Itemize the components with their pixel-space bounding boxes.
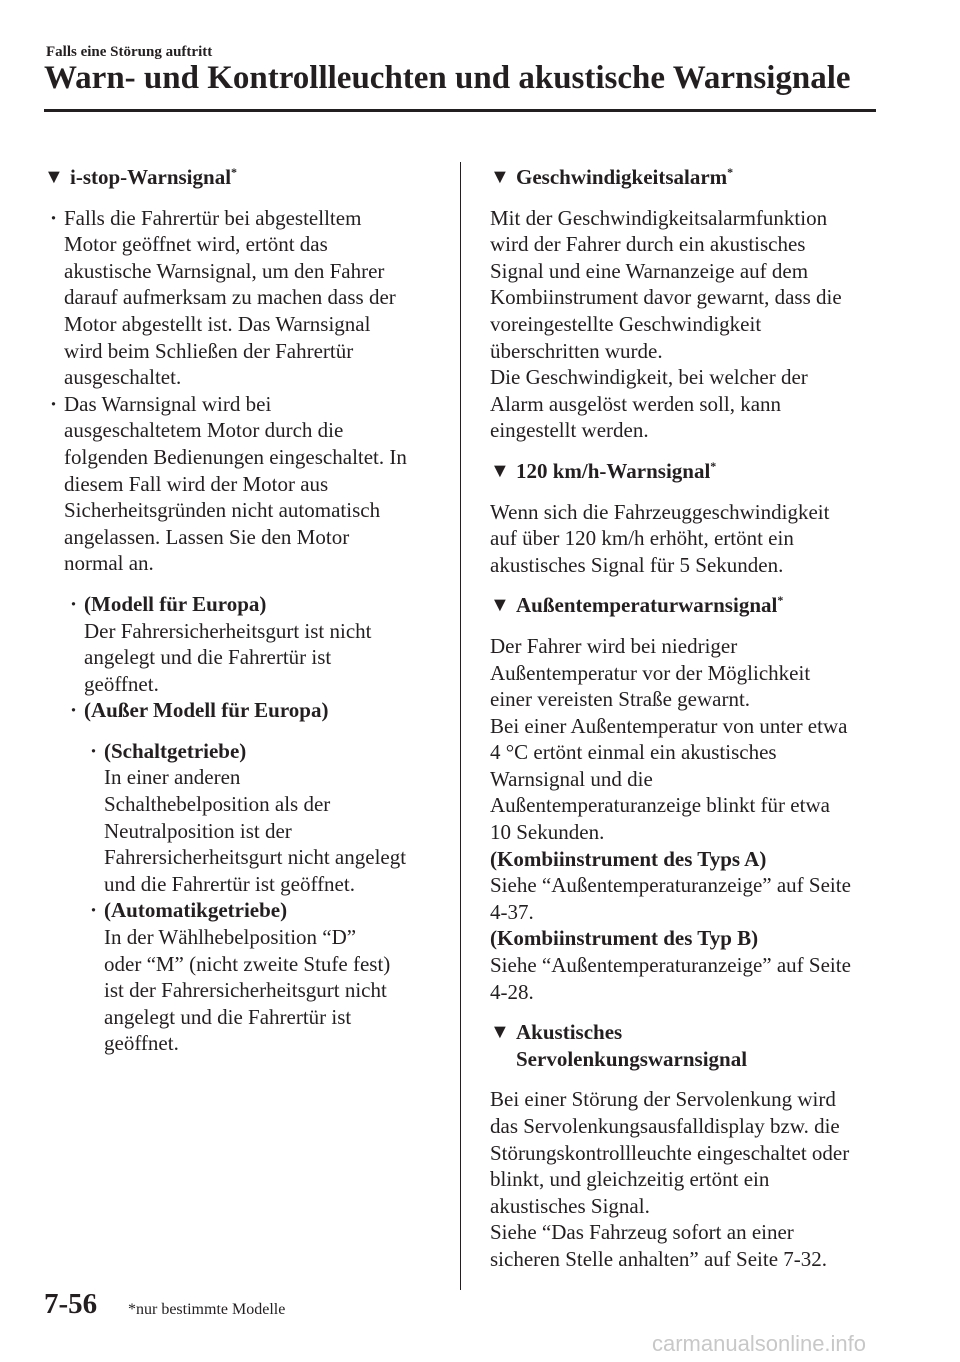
bullet-icon: ·	[50, 205, 58, 230]
bullet-icon: ·	[90, 898, 98, 923]
section-heading-i-stop	[44, 164, 444, 191]
text-line: akustisches Signal.	[490, 1193, 650, 1218]
sub-sub-bullet-title: (Automatikgetriebe)	[104, 898, 288, 923]
triangle-icon: ▼	[490, 594, 510, 617]
bullet-text: wird beim Schließen der Fahrertür	[64, 338, 354, 363]
footnote-mark: *	[710, 458, 717, 473]
sub-title: (Kombiinstrument des Typs A)	[490, 846, 767, 871]
sub-sub-bullet-item	[44, 738, 444, 898]
footnote: *nur bestimmte Modelle	[128, 1301, 286, 1318]
text-line: Kombiinstrument davor gewarnt, dass die	[490, 285, 842, 310]
sub-sub-bullet-text: angelegt und die Fahrertür ist	[104, 1004, 352, 1029]
sub-sub-bullet-text: ist der Fahrersicherheitsgurt nicht	[104, 978, 387, 1003]
sub-sub-bullet-item	[44, 897, 444, 1057]
text-line: Mit der Geschwindigkeitsalarmfunktion	[490, 205, 828, 230]
bullet-text: ausgeschaltetem Motor durch die	[64, 418, 344, 443]
bullet-icon: ·	[70, 698, 78, 723]
sub-bullet-item	[44, 591, 444, 697]
heading-text: i-stop-Warnsignal	[70, 165, 232, 189]
page-number: 7-56	[44, 1288, 98, 1320]
bullet-item	[44, 205, 444, 391]
text-line: sicheren Stelle anhalten” auf Seite 7-32.	[490, 1246, 828, 1271]
text-line: Signal und eine Warnanzeige auf dem	[490, 258, 809, 283]
bullet-icon: ·	[90, 738, 98, 763]
bullet-text: diesem Fall wird der Motor aus	[64, 471, 329, 496]
text-line: Wenn sich die Fahrzeuggeschwindigkeit	[490, 499, 830, 524]
bullet-text: Das Warnsignal wird bei	[64, 391, 272, 416]
paragraph	[490, 205, 882, 444]
section-heading-power-steering	[490, 1019, 882, 1072]
triangle-icon: ▼	[490, 166, 510, 188]
text-line: 4-37.	[490, 899, 534, 924]
sub-sub-bullet-text: Fahrersicherheitsgurt nicht angelegt	[104, 845, 407, 870]
bullet-text: folgenden Bedienungen eingeschaltet. In	[64, 444, 407, 469]
text-line: Außentemperatur vor der Möglichkeit	[490, 660, 811, 685]
text-line: Siehe “Das Fahrzeug sofort an einer	[490, 1220, 794, 1245]
text-line: das Servolenkungsausfalldisplay bzw. die	[490, 1114, 840, 1138]
text-line: voreingestellte Geschwindigkeit	[490, 311, 762, 336]
sub-sub-bullet-text: geöffnet.	[104, 1031, 179, 1056]
title-rule	[44, 109, 876, 112]
bullet-text: Motor abgestellt ist. Das Warnsignal	[64, 311, 371, 336]
text-line: Siehe “Außentemperaturanzeige” auf Seite	[490, 873, 851, 898]
page-title: Warn- und Kontrollleuchten und akustische Warnsignale	[44, 60, 851, 96]
text-line: überschritten wurde.	[490, 338, 663, 363]
heading-text: Außentemperaturwarnsignal	[516, 593, 778, 618]
text-line: akustisches Signal für 5 Sekunden.	[490, 552, 784, 577]
bullet-item	[44, 391, 444, 577]
text-line: Bei einer Störung der Servolenkung wird	[490, 1087, 836, 1112]
sub-bullet-title: (Außer Modell für Europa)	[84, 698, 329, 723]
left-column	[44, 164, 444, 1057]
paragraph	[490, 633, 882, 1005]
bullet-text: ausgeschaltet.	[64, 365, 182, 390]
text-line: Störungskontrollleuchte eingeschaltet oder	[490, 1140, 850, 1165]
sub-sub-bullet-text: In einer anderen	[104, 765, 241, 790]
footnote-mark: *	[777, 593, 784, 608]
sub-sub-bullet-text: Schalthebelposition als der	[104, 792, 331, 817]
text-line: Alarm ausgelöst werden soll, kann	[490, 391, 782, 416]
right-column	[490, 164, 882, 1287]
text-line: auf über 120 km/h erhöht, ertönt ein	[490, 526, 794, 551]
paragraph	[490, 1086, 882, 1272]
sub-bullet-item	[44, 697, 444, 724]
footnote-mark: *	[231, 165, 238, 179]
bullet-icon: ·	[50, 391, 58, 416]
sub-sub-bullet-text: und die Fahrertür ist geöffnet.	[104, 871, 355, 896]
text-line: Der Fahrer wird bei niedriger	[490, 633, 738, 658]
bullet-icon: ·	[70, 591, 78, 616]
sub-bullet-text: Der Fahrersicherheitsgurt ist nicht	[84, 618, 372, 643]
text-line: Bei einer Außentemperatur von unter etwa	[490, 713, 848, 738]
sub-sub-bullet-text: oder “M” (nicht zweite Stufe fest)	[104, 951, 391, 976]
watermark: carmanualsonline.info	[652, 1331, 867, 1356]
heading-text: Akustisches	[516, 1020, 623, 1045]
text-line: blinkt, und gleichzeitig ertönt ein	[490, 1167, 770, 1192]
bullet-text: darauf aufmerksam zu machen dass der	[64, 285, 396, 310]
bullet-text: akustische Warnsignal, um den Fahrer	[64, 258, 385, 283]
column-divider	[460, 162, 461, 1290]
bullet-text: Sicherheitsgründen nicht automatisch	[64, 498, 381, 523]
triangle-icon: ▼	[44, 166, 64, 188]
text-line: einer vereisten Straße gewarnt.	[490, 687, 751, 712]
text-line: 4-28.	[490, 979, 534, 1004]
text-line: Außentemperaturanzeige blinkt für etwa	[490, 793, 830, 818]
sub-bullet-text: angelegt und die Fahrertür ist	[84, 645, 332, 670]
bullet-text: angelassen. Lassen Sie den Motor	[64, 524, 350, 549]
sub-bullet-title: (Modell für Europa)	[84, 591, 267, 616]
text-line: eingestellt werden.	[490, 418, 649, 443]
sub-sub-bullet-text: Neutralposition ist der	[104, 818, 292, 843]
heading-text: 120 km/h-Warnsignal	[516, 458, 711, 483]
text-line: Warnsignal und die	[490, 766, 653, 791]
sub-bullet-text: geöffnet.	[84, 671, 159, 696]
bullet-text: Falls die Fahrertür bei abgestelltem	[64, 205, 362, 230]
sub-sub-bullet-text: In der Wählhebelposition “D”	[104, 925, 357, 950]
text-line: wird der Fahrer durch ein akustisches	[490, 232, 806, 257]
bullet-text: Motor geöffnet wird, ertönt das	[64, 232, 328, 257]
text-line: 4 °C ertönt einmal ein akustisches	[490, 740, 777, 765]
heading-text: Servolenkungswarnsignal	[516, 1046, 748, 1071]
paragraph	[490, 499, 882, 579]
triangle-icon: ▼	[490, 459, 510, 482]
breadcrumb: Falls eine Störung auftritt	[46, 44, 213, 60]
section-heading-120kmh	[490, 458, 882, 485]
text-line: Die Geschwindigkeit, bei welcher der	[490, 365, 808, 390]
heading-text: Geschwindigkeitsalarm	[516, 165, 728, 189]
text-line: Siehe “Außentemperaturanzeige” auf Seite	[490, 953, 851, 978]
section-heading-speed-alarm	[490, 164, 882, 191]
footnote-mark: *	[727, 165, 734, 179]
sub-sub-bullet-title: (Schaltgetriebe)	[104, 738, 247, 763]
section-heading-outside-temp	[490, 592, 882, 619]
triangle-icon: ▼	[490, 1021, 510, 1044]
bullet-text: normal an.	[64, 551, 154, 576]
sub-title: (Kombiinstrument des Typ B)	[490, 926, 759, 951]
text-line: 10 Sekunden.	[490, 820, 605, 845]
